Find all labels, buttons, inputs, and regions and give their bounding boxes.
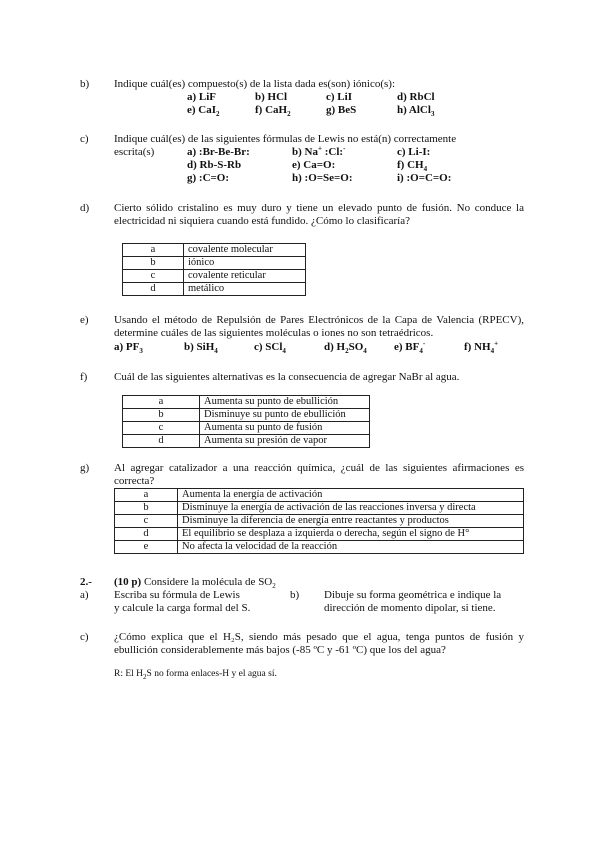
item-e-question: Usando el método de Repulsión de Pares Electrónicos de la Capa de Valencia (RPECV), determine cuáles de las siguientes moléculas o iones no son tetraédricos. (114, 314, 524, 339)
option: f) $NH_4^+$ (464, 339, 499, 356)
options-table-d (122, 243, 306, 296)
table-row: d El equilibrio se desplaza a izquierda o derecha, según el signo de H° (115, 528, 524, 541)
option: c) LiI (326, 91, 352, 103)
item-c-question: Indique cuál(es) de las siguientes fórmulas de Lewis no está(n) correctamente (114, 133, 457, 145)
item-d-label: d) (80, 202, 90, 214)
item-b-label: b) (80, 78, 90, 90)
table-row: c Aumenta su punto de fusión (123, 422, 370, 435)
option: i) :O=C=O: (397, 172, 452, 184)
table-row: b iónico (123, 257, 306, 270)
option: c) SCl$_4$ (254, 341, 286, 356)
table-row: c covalente reticular (123, 270, 306, 283)
option: b) SiH$_4$ (184, 341, 218, 356)
question-2b-text: Dibuje su forma geométrica e indique la (324, 589, 502, 601)
option: f) CaH$_2$ (255, 104, 291, 119)
table-row: d Aumenta su presión de vapor (123, 435, 370, 448)
table-row: e No afecta la velocidad de la reacción (115, 541, 524, 554)
question-2c-label: c) (80, 631, 89, 643)
table-row: d metálico (123, 283, 306, 296)
option: h) :O=Se=O: (292, 172, 353, 184)
question-2b-label: b) (290, 589, 300, 601)
item-f-label: f) (80, 371, 88, 383)
question-2a-text: Escriba su fórmula de Lewis (114, 589, 240, 601)
option: g) :C=O: (187, 172, 230, 184)
item-g-label: g) (80, 462, 90, 474)
question-2a-label: a) (80, 589, 89, 601)
table-row: c Disminuye la diferencia de energía entre reactantes y productos (115, 515, 524, 528)
option: b) HCl (255, 91, 288, 103)
option: h) AlCl$_3$ (397, 104, 435, 119)
table-row: b Disminuye la energía de activación de las reacciones inversa y directa (115, 502, 524, 515)
option: d) Rb-S-Rb (187, 159, 242, 171)
table-row: a Aumenta su punto de ebullición (123, 396, 370, 409)
question-2-number: 2.- (80, 576, 92, 588)
option: a) LiF (187, 91, 217, 103)
option: d) $H_2SO_4$ (324, 341, 367, 356)
item-b-question: Indique cuál(es) compuesto(s) de la lista dada es(son) iónico(s): (114, 78, 396, 90)
item-c-question-2: escrita(s) (114, 146, 155, 158)
option: a) $PF_3$ (114, 341, 143, 356)
table-row: a covalente molecular (123, 244, 306, 257)
option: g) BeS (326, 104, 357, 116)
answer: R: El $H_2S$ no forma enlaces-H y el agua sí. (114, 669, 277, 681)
options-table-f (122, 395, 370, 448)
item-c-label: c) (80, 133, 89, 145)
item-f-question: Cuál de las siguientes alternativas es la consecuencia de agregar NaBr al agua. (114, 371, 460, 383)
option: c) Li-I: (397, 146, 431, 158)
table-row: b Disminuye su punto de ebullición (123, 409, 370, 422)
option: f) $CH_4$ (397, 159, 428, 174)
option: e) CaI$_2$ (187, 104, 220, 119)
item-g-question: Al agregar catalizador a una reacción química, ¿cuál de las siguientes afirmaciones es correcta? (114, 462, 524, 487)
question-2b-text-2: dirección de momento dipolar, si tiene. (324, 602, 496, 614)
option: b) Na+ :Cl:- (292, 144, 346, 158)
table-row: a Aumenta la energía de activación (115, 489, 524, 502)
question-2c-text: ¿Cómo explica que el H₂S, siendo más pesado que el agua, tenga puntos de fusión y ebullición considerablemente más bajos (-85 ºC y -61 ºC) que los del agua? (114, 631, 524, 656)
option: e) $BF_4^-$ (394, 339, 426, 356)
question-2-intro: (10 p) Considere la molécula de $SO_2$ (114, 576, 276, 591)
option: d) RbCl (397, 91, 435, 103)
item-e-label: e) (80, 314, 89, 326)
option: a) :Br-Be-Br: (187, 146, 250, 158)
question-2a-text-2: y calcule la carga formal del S. (114, 602, 251, 614)
item-d-question: Cierto sólido cristalino es muy duro y tiene un elevado punto de fusión. No conduce la electricidad ni siquiera cuando está fundido. ¿Cómo lo clasificaría? (114, 202, 524, 227)
options-table-g (114, 488, 524, 554)
option: e) Ca=O: (292, 159, 336, 171)
